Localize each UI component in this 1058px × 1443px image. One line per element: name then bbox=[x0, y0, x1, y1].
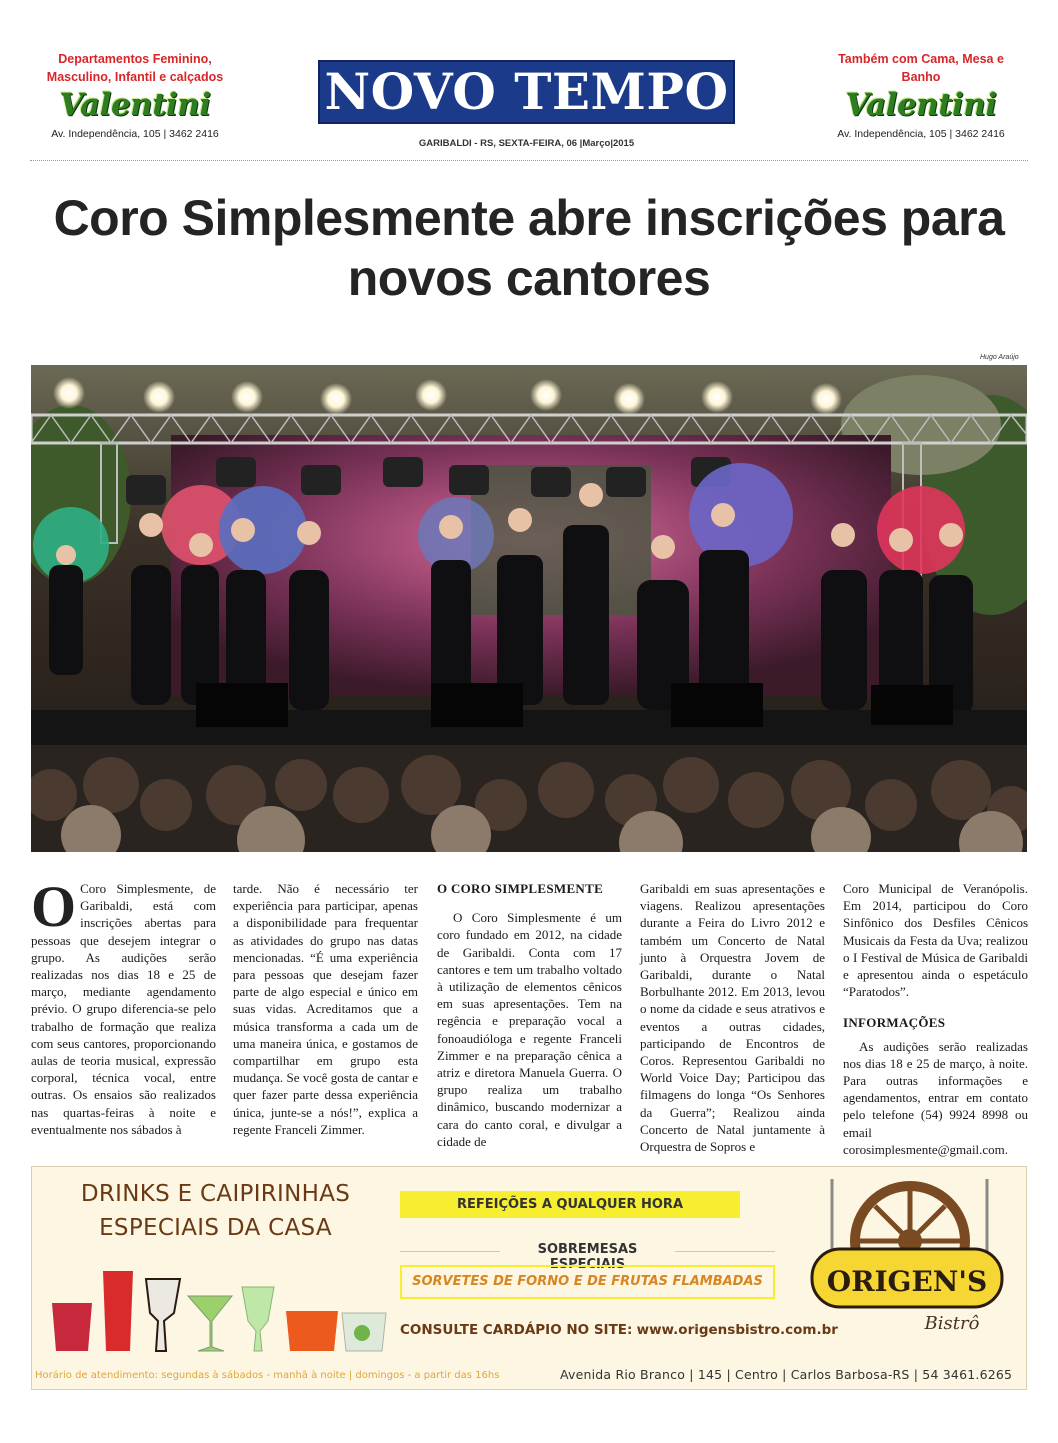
masthead-divider bbox=[30, 160, 1028, 161]
article-paragraph: As audições serão realizadas nos dias 18 e 25 de março, à noite. Para outras informações e agendamentos, entrar em contato pelo telefone (54) 9924 8998 ou email corosimplesmente@gmail.com. bbox=[843, 1038, 1028, 1157]
newspaper-logo: NOVO TEMPO bbox=[318, 60, 735, 124]
valentini-logo: Valentini bbox=[845, 87, 997, 123]
origens-bistro-logo bbox=[802, 1179, 1012, 1349]
choir-stage-photo bbox=[31, 365, 1027, 852]
article-subhead: O CORO SIMPLESMENTE bbox=[437, 881, 604, 896]
ad-address: Av. Independência, 105 | 3462 2416 bbox=[51, 128, 219, 140]
drink-glasses-illustration bbox=[48, 1251, 388, 1357]
article-paragraph: tarde. Não é necessário ter experiência para participar, apenas a disponibilidade para frequentar as atividades do grupo nas datas mencionadas. “É uma experiência para pessoas que desejam fazer parte de algo especial e único em suas vidas. Acreditamos que a música transforma a cada um de uma maneira única, e gostamos de compartilhar em grupo esta mudança. Se você gosta de cantar e quer fazer parte dessa experiência única, junte-se a nós!”, explica a regente Franceli Zimmer. bbox=[233, 881, 418, 1137]
ad-tagline: Departamentos Feminino, Masculino, Infantil e calçados bbox=[46, 52, 224, 84]
article-column-1 bbox=[31, 874, 216, 1138]
article-subhead: INFORMAÇÕES bbox=[843, 1015, 946, 1031]
ad-tagline: Também com Cama, Mesa e Banho bbox=[838, 52, 1004, 84]
article-column-3 bbox=[437, 880, 622, 1150]
origens-logo-text: ORIGEN'S bbox=[826, 1265, 988, 1298]
photo-credit: Hugo Araújo bbox=[980, 354, 1019, 361]
article-paragraph: O Coro Simplesmente é um coro fundado em 2012, na cidade de Garibaldi. Conta com 17 cantores e tem um trabalho voltado à utilização de elementos cênicos em suas apresentações. Tem na regência e preparação vocal a fonoaudióloga e regente Franceli Zimmer e na preparação cênica a atriz e diretora Manuela Guerra. O grupo realiza um trabalho dinâmico, buscando modernizar a cara do canto coral, e divulgar a cidade de bbox=[437, 910, 622, 1149]
site-url: www.origensbistro.com.br bbox=[636, 1322, 838, 1338]
article-paragraph: Coro Municipal de Veranópolis. Em 2014, participou do Coro Sinfônico dos Desfiles Cênicos Musicais da Festa da Uva; realizou o I Festival de Música de Garibaldi e apresentou ainda o espetáculo “Paratodos”. bbox=[843, 881, 1028, 1000]
article-column-4 bbox=[640, 880, 825, 1155]
dateline: GARIBALDI - RS, SEXTA-FEIRA, 06 |Março|2015 bbox=[418, 138, 635, 149]
valentini-ad-left bbox=[40, 50, 230, 140]
article-paragraph: Coro Simplesmente, de Garibaldi, está com inscrições abertas para pessoas que desejem integrar o grupo. As audições serão realizadas nos dias 18 e 25 de março, mediante agendamento prévio. O grupo diferencia-se pelo trabalho de formação que realiza com seus cantores, proporcionando aulas de teoria musical, expressão corporal, técnica vocal, entre outras. Os ensaios são realizados nas quartas-feiras à noite e eventualmente nos sábados à bbox=[31, 881, 216, 1137]
restaurant-address: Avenida Rio Branco | 145 | Centro | Carlos Barbosa-RS | 54 3461.6265 bbox=[560, 1367, 1013, 1382]
sobremesas-heading: SOBREMESAS ESPECIAIS bbox=[500, 1242, 675, 1272]
article-paragraph: Garibaldi em suas apresentações e viagens. Realizou apresentações durante a Feira do Livro 2012 e também um Concerto de Natal junto à Orquestra Jovem de Garibaldi, durante o Natal Borbulhante 2012. Em 2013, levou o nome da cidade e seus atrativos e eventos a outras cidades, participando de Encontros de Coros. Representou Garibaldi no World Voice Day; Participou das filmagens do longa “Os Senhores da Guerra”; Realizou ainda Concerto de Natal juntamente à Orquestra de Sopros e bbox=[640, 881, 825, 1155]
drinks-heading bbox=[48, 1177, 383, 1245]
ad-address: Av. Independência, 105 | 3462 2416 bbox=[837, 128, 1005, 140]
valentini-logo: Valentini bbox=[59, 87, 211, 123]
drinks-line-1: DRINKS E CAIPIRINHAS bbox=[80, 1181, 351, 1207]
drop-cap: O bbox=[31, 874, 77, 939]
valentini-ad-right bbox=[826, 50, 1016, 140]
article-column-2 bbox=[233, 880, 418, 1138]
site-label: CONSULTE CARDÁPIO NO SITE: bbox=[400, 1322, 633, 1338]
menu-website bbox=[400, 1322, 838, 1338]
bistro-logo-text: Bistrô bbox=[924, 1313, 980, 1334]
article-headline: Coro Simplesmente abre inscrições para novos cantores bbox=[53, 190, 1005, 306]
sorvetes-box: SORVETES DE FORNO E DE FRUTAS FLAMBADAS bbox=[400, 1265, 775, 1299]
opening-hours: Horário de atendimento: segundas à sábados - manhã à noite | domingos - a partir das 16hs bbox=[35, 1370, 500, 1381]
drinks-line-2: ESPECIAIS DA CASA bbox=[99, 1215, 332, 1241]
refeicoes-banner: REFEIÇÕES A QUALQUER HORA bbox=[400, 1191, 740, 1218]
origens-bistro-ad bbox=[31, 1166, 1027, 1390]
article-column-5 bbox=[843, 880, 1028, 1158]
